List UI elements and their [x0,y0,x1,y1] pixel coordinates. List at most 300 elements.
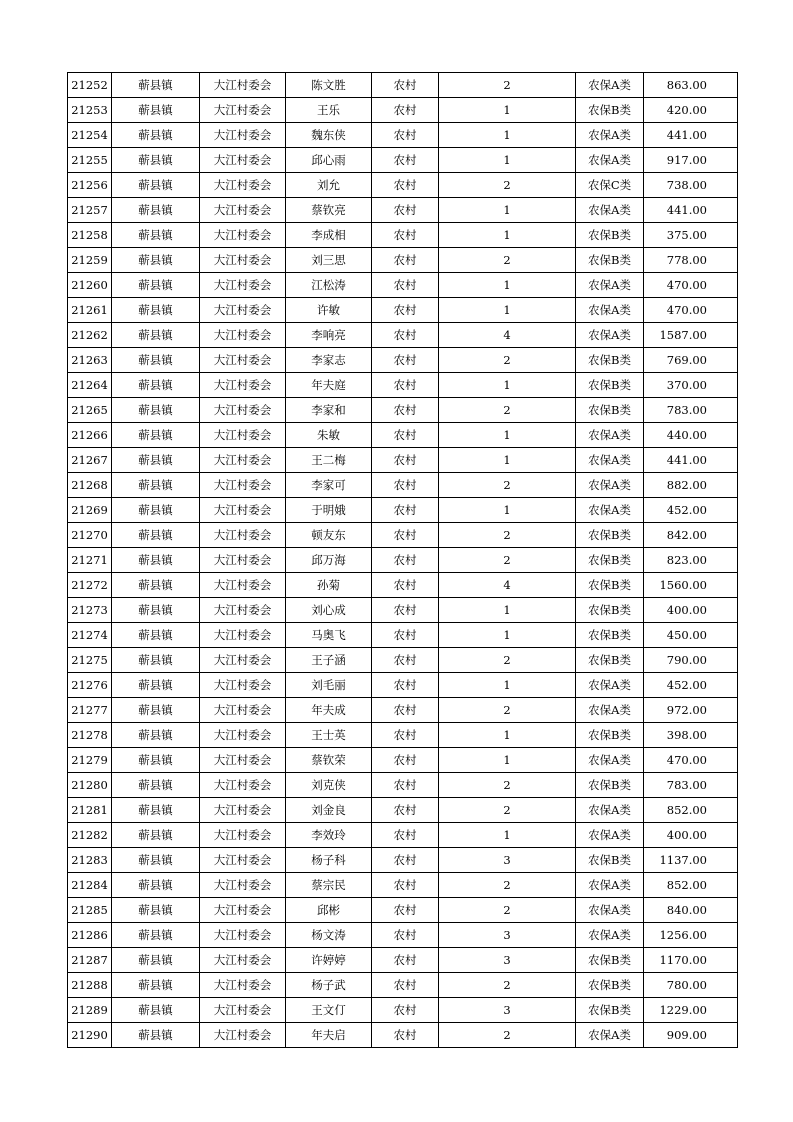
amount-cell: 840.00 [644,898,738,923]
table-row [68,148,738,173]
table-row [68,898,738,923]
table-row [68,823,738,848]
table-row [68,448,738,473]
name-cell: 朱敏 [286,423,372,448]
household-size-cell: 1 [439,823,576,848]
insurance-category-cell: 农保A类 [576,673,644,698]
row-number-cell: 21260 [68,273,112,298]
table-row [68,1023,738,1048]
amount-cell: 852.00 [644,798,738,823]
household-size-cell: 1 [439,498,576,523]
name-cell: 李响亮 [286,323,372,348]
insurance-category-cell: 农保A类 [576,823,644,848]
row-number-cell: 21263 [68,348,112,373]
insurance-category-cell: 农保A类 [576,798,644,823]
table-row [68,523,738,548]
amount-cell: 1229.00 [644,998,738,1023]
town-cell: 蕲县镇 [112,473,200,498]
household-size-cell: 1 [439,748,576,773]
insurance-category-cell: 农保B类 [576,973,644,998]
household-size-cell: 3 [439,998,576,1023]
name-cell: 李效玲 [286,823,372,848]
row-number-cell: 21253 [68,98,112,123]
area-type-cell: 农村 [372,498,439,523]
village-committee-cell: 大江村委会 [200,148,286,173]
town-cell: 蕲县镇 [112,173,200,198]
name-cell: 李成相 [286,223,372,248]
area-type-cell: 农村 [372,573,439,598]
name-cell: 杨文涛 [286,923,372,948]
row-number-cell: 21269 [68,498,112,523]
area-type-cell: 农村 [372,123,439,148]
insurance-category-cell: 农保A类 [576,923,644,948]
amount-cell: 470.00 [644,298,738,323]
area-type-cell: 农村 [372,923,439,948]
name-cell: 蔡钦亮 [286,198,372,223]
town-cell: 蕲县镇 [112,73,200,98]
table-row [68,473,738,498]
amount-cell: 783.00 [644,398,738,423]
village-committee-cell: 大江村委会 [200,398,286,423]
household-size-cell: 2 [439,548,576,573]
area-type-cell: 农村 [372,998,439,1023]
amount-cell: 738.00 [644,173,738,198]
village-committee-cell: 大江村委会 [200,73,286,98]
insurance-category-cell: 农保B类 [576,98,644,123]
household-size-cell: 2 [439,898,576,923]
area-type-cell: 农村 [372,98,439,123]
town-cell: 蕲县镇 [112,973,200,998]
village-committee-cell: 大江村委会 [200,223,286,248]
household-size-cell: 2 [439,248,576,273]
area-type-cell: 农村 [372,173,439,198]
household-size-cell: 1 [439,423,576,448]
amount-cell: 470.00 [644,273,738,298]
amount-cell: 375.00 [644,223,738,248]
table-row [68,648,738,673]
village-committee-cell: 大江村委会 [200,898,286,923]
village-committee-cell: 大江村委会 [200,773,286,798]
row-number-cell: 21258 [68,223,112,248]
row-number-cell: 21265 [68,398,112,423]
household-size-cell: 4 [439,323,576,348]
village-committee-cell: 大江村委会 [200,523,286,548]
name-cell: 王二梅 [286,448,372,473]
row-number-cell: 21277 [68,698,112,723]
town-cell: 蕲县镇 [112,98,200,123]
insurance-category-cell: 农保B类 [576,723,644,748]
town-cell: 蕲县镇 [112,148,200,173]
table-row [68,298,738,323]
town-cell: 蕲县镇 [112,548,200,573]
name-cell: 王文仃 [286,998,372,1023]
row-number-cell: 21273 [68,598,112,623]
row-number-cell: 21254 [68,123,112,148]
insurance-category-cell: 农保A类 [576,898,644,923]
name-cell: 于明娥 [286,498,372,523]
insurance-category-cell: 农保B类 [576,648,644,673]
town-cell: 蕲县镇 [112,298,200,323]
row-number-cell: 21262 [68,323,112,348]
insurance-category-cell: 农保A类 [576,423,644,448]
name-cell: 刘金良 [286,798,372,823]
row-number-cell: 21278 [68,723,112,748]
area-type-cell: 农村 [372,473,439,498]
row-number-cell: 21285 [68,898,112,923]
town-cell: 蕲县镇 [112,598,200,623]
area-type-cell: 农村 [372,1023,439,1048]
village-committee-cell: 大江村委会 [200,573,286,598]
village-committee-cell: 大江村委会 [200,623,286,648]
amount-cell: 852.00 [644,873,738,898]
row-number-cell: 21261 [68,298,112,323]
town-cell: 蕲县镇 [112,923,200,948]
row-number-cell: 21259 [68,248,112,273]
town-cell: 蕲县镇 [112,398,200,423]
town-cell: 蕲县镇 [112,623,200,648]
table-row [68,248,738,273]
name-cell: 蔡宗民 [286,873,372,898]
insurance-category-cell: 农保A类 [576,698,644,723]
town-cell: 蕲县镇 [112,348,200,373]
household-size-cell: 3 [439,923,576,948]
row-number-cell: 21279 [68,748,112,773]
town-cell: 蕲县镇 [112,898,200,923]
row-number-cell: 21268 [68,473,112,498]
table-row [68,948,738,973]
village-committee-cell: 大江村委会 [200,948,286,973]
town-cell: 蕲县镇 [112,223,200,248]
amount-cell: 909.00 [644,1023,738,1048]
household-size-cell: 2 [439,1023,576,1048]
area-type-cell: 农村 [372,748,439,773]
insurance-category-cell: 农保A类 [576,198,644,223]
insurance-category-cell: 农保B类 [576,548,644,573]
area-type-cell: 农村 [372,698,439,723]
area-type-cell: 农村 [372,848,439,873]
row-number-cell: 21287 [68,948,112,973]
table-row [68,773,738,798]
household-size-cell: 1 [439,98,576,123]
town-cell: 蕲县镇 [112,723,200,748]
town-cell: 蕲县镇 [112,948,200,973]
insurance-category-cell: 农保B类 [576,573,644,598]
table-row [68,423,738,448]
household-size-cell: 1 [439,673,576,698]
row-number-cell: 21256 [68,173,112,198]
town-cell: 蕲县镇 [112,873,200,898]
village-committee-cell: 大江村委会 [200,798,286,823]
name-cell: 王子涵 [286,648,372,673]
table-row [68,398,738,423]
insurance-category-cell: 农保B类 [576,523,644,548]
insurance-category-cell: 农保A类 [576,273,644,298]
amount-cell: 1560.00 [644,573,738,598]
amount-cell: 441.00 [644,448,738,473]
row-number-cell: 21270 [68,523,112,548]
village-committee-cell: 大江村委会 [200,648,286,673]
household-size-cell: 1 [439,123,576,148]
row-number-cell: 21276 [68,673,112,698]
village-committee-cell: 大江村委会 [200,373,286,398]
name-cell: 杨子武 [286,973,372,998]
village-committee-cell: 大江村委会 [200,323,286,348]
amount-cell: 441.00 [644,198,738,223]
row-number-cell: 21281 [68,798,112,823]
row-number-cell: 21274 [68,623,112,648]
row-number-cell: 21271 [68,548,112,573]
row-number-cell: 21266 [68,423,112,448]
town-cell: 蕲县镇 [112,998,200,1023]
village-committee-cell: 大江村委会 [200,848,286,873]
name-cell: 李家和 [286,398,372,423]
household-size-cell: 2 [439,473,576,498]
amount-cell: 470.00 [644,748,738,773]
name-cell: 顿友东 [286,523,372,548]
village-committee-cell: 大江村委会 [200,423,286,448]
name-cell: 孙菊 [286,573,372,598]
area-type-cell: 农村 [372,798,439,823]
insurance-category-cell: 农保B类 [576,623,644,648]
area-type-cell: 农村 [372,898,439,923]
town-cell: 蕲县镇 [112,423,200,448]
name-cell: 年夫启 [286,1023,372,1048]
area-type-cell: 农村 [372,723,439,748]
town-cell: 蕲县镇 [112,648,200,673]
amount-cell: 420.00 [644,98,738,123]
town-cell: 蕲县镇 [112,773,200,798]
insurance-category-cell: 农保A类 [576,73,644,98]
name-cell: 魏东侠 [286,123,372,148]
name-cell: 李家可 [286,473,372,498]
table-row [68,848,738,873]
village-committee-cell: 大江村委会 [200,498,286,523]
area-type-cell: 农村 [372,148,439,173]
household-size-cell: 2 [439,398,576,423]
amount-cell: 972.00 [644,698,738,723]
table-row [68,548,738,573]
name-cell: 刘允 [286,173,372,198]
row-number-cell: 21272 [68,573,112,598]
village-committee-cell: 大江村委会 [200,823,286,848]
village-committee-cell: 大江村委会 [200,98,286,123]
village-committee-cell: 大江村委会 [200,698,286,723]
amount-cell: 778.00 [644,248,738,273]
table-row [68,323,738,348]
village-committee-cell: 大江村委会 [200,173,286,198]
table-row [68,723,738,748]
row-number-cell: 21286 [68,923,112,948]
town-cell: 蕲县镇 [112,823,200,848]
row-number-cell: 21283 [68,848,112,873]
amount-cell: 863.00 [644,73,738,98]
insurance-category-cell: 农保B类 [576,223,644,248]
table-row [68,623,738,648]
household-size-cell: 2 [439,648,576,673]
household-size-cell: 2 [439,873,576,898]
amount-cell: 452.00 [644,498,738,523]
name-cell: 年夫成 [286,698,372,723]
area-type-cell: 农村 [372,598,439,623]
town-cell: 蕲县镇 [112,248,200,273]
insurance-category-cell: 农保A类 [576,123,644,148]
amount-cell: 882.00 [644,473,738,498]
row-number-cell: 21289 [68,998,112,1023]
insurance-category-cell: 农保A类 [576,298,644,323]
table-row [68,698,738,723]
table-row [68,273,738,298]
town-cell: 蕲县镇 [112,523,200,548]
name-cell: 邱心雨 [286,148,372,173]
insurance-category-cell: 农保B类 [576,398,644,423]
insurance-category-cell: 农保B类 [576,248,644,273]
name-cell: 王乐 [286,98,372,123]
town-cell: 蕲县镇 [112,1023,200,1048]
area-type-cell: 农村 [372,273,439,298]
table-row [68,748,738,773]
village-committee-cell: 大江村委会 [200,923,286,948]
area-type-cell: 农村 [372,398,439,423]
household-size-cell: 2 [439,973,576,998]
row-number-cell: 21288 [68,973,112,998]
table-row [68,498,738,523]
table-row [68,123,738,148]
name-cell: 江松涛 [286,273,372,298]
insurance-category-cell: 农保B类 [576,598,644,623]
area-type-cell: 农村 [372,298,439,323]
household-size-cell: 2 [439,698,576,723]
amount-cell: 398.00 [644,723,738,748]
row-number-cell: 21257 [68,198,112,223]
village-committee-cell: 大江村委会 [200,248,286,273]
household-size-cell: 1 [439,198,576,223]
name-cell: 许敏 [286,298,372,323]
insurance-category-cell: 农保A类 [576,498,644,523]
table-row [68,598,738,623]
amount-cell: 823.00 [644,548,738,573]
table-row [68,573,738,598]
row-number-cell: 21280 [68,773,112,798]
table-row [68,173,738,198]
amount-cell: 1587.00 [644,323,738,348]
insurance-category-cell: 农保B类 [576,373,644,398]
amount-cell: 790.00 [644,648,738,673]
area-type-cell: 农村 [372,823,439,848]
table-row [68,923,738,948]
area-type-cell: 农村 [372,548,439,573]
village-committee-cell: 大江村委会 [200,273,286,298]
area-type-cell: 农村 [372,248,439,273]
insurance-category-cell: 农保B类 [576,998,644,1023]
insurance-category-cell: 农保A类 [576,873,644,898]
area-type-cell: 农村 [372,623,439,648]
area-type-cell: 农村 [372,348,439,373]
area-type-cell: 农村 [372,198,439,223]
insurance-category-cell: 农保B类 [576,348,644,373]
insurance-category-cell: 农保C类 [576,173,644,198]
name-cell: 邱万海 [286,548,372,573]
name-cell: 马奥飞 [286,623,372,648]
table-row [68,198,738,223]
household-size-cell: 2 [439,73,576,98]
amount-cell: 1137.00 [644,848,738,873]
household-size-cell: 1 [439,273,576,298]
area-type-cell: 农村 [372,523,439,548]
insurance-category-cell: 农保A类 [576,148,644,173]
area-type-cell: 农村 [372,873,439,898]
town-cell: 蕲县镇 [112,848,200,873]
village-committee-cell: 大江村委会 [200,348,286,373]
village-committee-cell: 大江村委会 [200,723,286,748]
amount-cell: 1256.00 [644,923,738,948]
row-number-cell: 21255 [68,148,112,173]
area-type-cell: 农村 [372,423,439,448]
town-cell: 蕲县镇 [112,123,200,148]
household-size-cell: 3 [439,848,576,873]
household-size-cell: 3 [439,948,576,973]
town-cell: 蕲县镇 [112,698,200,723]
area-type-cell: 农村 [372,323,439,348]
amount-cell: 400.00 [644,823,738,848]
data-table [67,72,738,1048]
town-cell: 蕲县镇 [112,198,200,223]
household-size-cell: 1 [439,298,576,323]
area-type-cell: 农村 [372,448,439,473]
area-type-cell: 农村 [372,223,439,248]
name-cell: 蔡钦荣 [286,748,372,773]
insurance-category-cell: 农保A类 [576,1023,644,1048]
amount-cell: 441.00 [644,123,738,148]
household-size-cell: 1 [439,373,576,398]
table-row [68,798,738,823]
insurance-category-cell: 农保A类 [576,448,644,473]
household-size-cell: 4 [439,573,576,598]
table-row [68,373,738,398]
name-cell: 杨子科 [286,848,372,873]
town-cell: 蕲县镇 [112,448,200,473]
household-size-cell: 1 [439,148,576,173]
amount-cell: 917.00 [644,148,738,173]
insurance-category-cell: 农保A类 [576,748,644,773]
household-size-cell: 1 [439,623,576,648]
name-cell: 刘三思 [286,248,372,273]
name-cell: 许婷婷 [286,948,372,973]
village-committee-cell: 大江村委会 [200,448,286,473]
town-cell: 蕲县镇 [112,798,200,823]
household-size-cell: 1 [439,448,576,473]
amount-cell: 450.00 [644,623,738,648]
household-size-cell: 1 [439,723,576,748]
amount-cell: 842.00 [644,523,738,548]
amount-cell: 769.00 [644,348,738,373]
village-committee-cell: 大江村委会 [200,973,286,998]
row-number-cell: 21275 [68,648,112,673]
area-type-cell: 农村 [372,948,439,973]
table-row [68,973,738,998]
name-cell: 刘毛丽 [286,673,372,698]
insurance-category-cell: 农保A类 [576,323,644,348]
village-committee-cell: 大江村委会 [200,873,286,898]
town-cell: 蕲县镇 [112,273,200,298]
household-size-cell: 2 [439,798,576,823]
household-size-cell: 1 [439,598,576,623]
name-cell: 邱彬 [286,898,372,923]
amount-cell: 440.00 [644,423,738,448]
insurance-category-cell: 农保B类 [576,948,644,973]
table-body [68,73,738,1048]
village-committee-cell: 大江村委会 [200,748,286,773]
household-size-cell: 2 [439,523,576,548]
